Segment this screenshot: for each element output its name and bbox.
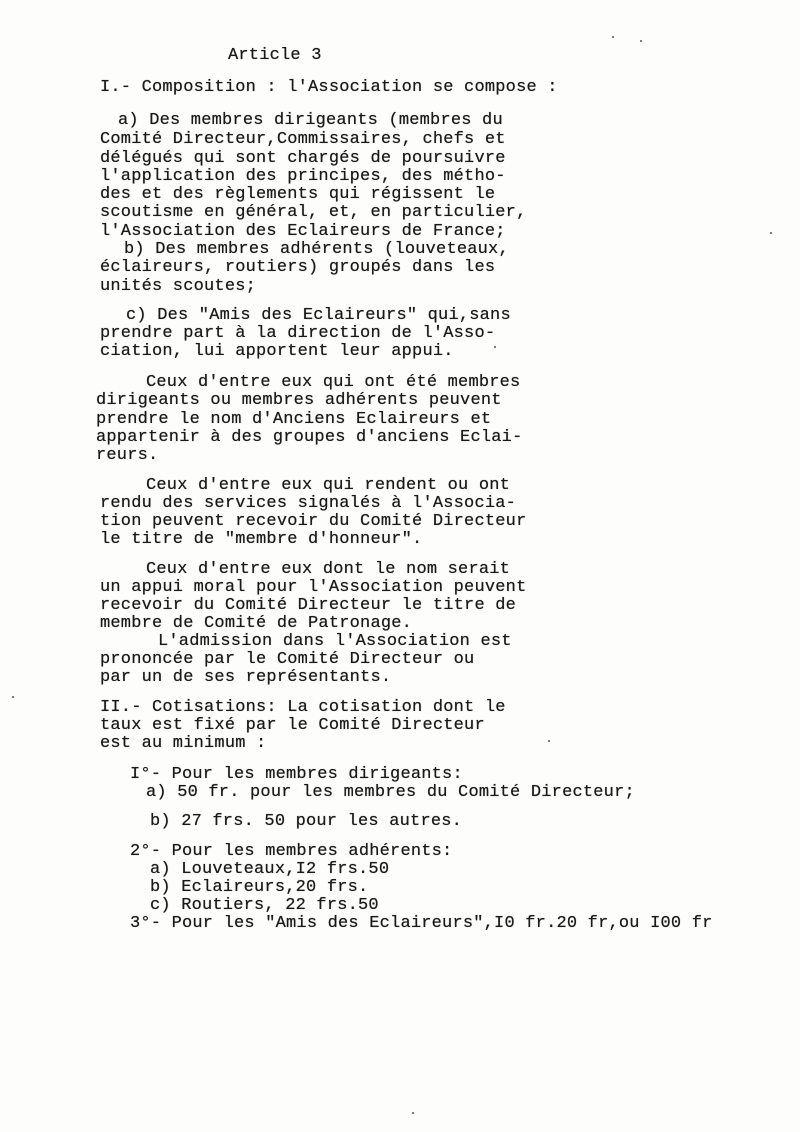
fee-item: b) 27 frs. 50 pour les autres. <box>150 812 463 831</box>
fee-group-amis: 3°- Pour les "Amis des Eclaireurs",I0 fr.20 fr,ou I00 fr <box>130 914 713 933</box>
scan-speck <box>412 1112 414 1114</box>
text-line: b) Des membres adhérents (louveteaux, <box>124 240 509 259</box>
article-title: Article 3 <box>228 46 322 65</box>
text-line: Ceux d'entre eux qui rendent ou ont <box>146 476 511 495</box>
fee-item: b) Eclaireurs,20 frs. <box>150 878 369 897</box>
text-line: c) Des "Amis des Eclaireurs" qui,sans <box>126 306 511 325</box>
section-heading-composition: I.- Composition : l'Association se compose : <box>100 78 558 97</box>
text-line: membre de Comité de Patronage. <box>100 614 413 633</box>
fee-group-label: 2°- Pour les membres adhérents: <box>130 842 453 861</box>
text-line: dirigeants ou membres adhérents peuvent <box>96 391 502 410</box>
text-line: est au minimum : <box>100 734 267 753</box>
text-line: éclaireurs, routiers) groupés dans les <box>100 258 496 277</box>
scan-speck <box>612 36 614 38</box>
text-line: le titre de "membre d'honneur". <box>100 530 423 549</box>
text-line: des et des règlements qui régissent le <box>100 185 496 204</box>
text-line: Ceux d'entre eux qui ont été membres <box>146 373 521 392</box>
scan-speck <box>494 346 496 348</box>
text-line: ciation, lui apportent leur appui. <box>100 342 454 361</box>
fee-item: a) Louveteaux,I2 frs.50 <box>150 860 390 879</box>
scan-speck <box>12 696 14 698</box>
text-line: rendu des services signalés à l'Associa- <box>100 494 517 513</box>
scan-speck <box>640 40 642 42</box>
text-line: Ceux d'entre eux dont le nom serait <box>146 560 511 579</box>
fee-item: c) Routiers, 22 frs.50 <box>150 896 379 915</box>
text-line: un appui moral pour l'Association peuvent <box>100 578 527 597</box>
text-line: l'Association des Eclaireurs de France; <box>100 222 506 241</box>
text-line: a) Des membres dirigeants (membres du <box>118 111 503 130</box>
text-line: Comité Directeur,Commissaires, chefs et <box>100 130 506 149</box>
text-line: L'admission dans l'Association est <box>158 632 512 651</box>
text-line: appartenir à des groupes d'anciens Eclai- <box>96 428 523 447</box>
text-line: prononcée par le Comité Directeur ou <box>100 650 475 669</box>
fee-group-label: I°- Pour les membres dirigeants: <box>130 765 463 784</box>
text-line: recevoir du Comité Directeur le titre de <box>100 596 517 615</box>
text-line: l'application des principes, des métho- <box>100 167 506 186</box>
text-line: unités scoutes; <box>100 277 257 296</box>
text-line: taux est fixé par le Comité Directeur <box>100 716 485 735</box>
text-line: prendre le nom d'Anciens Eclaireurs et <box>96 410 492 429</box>
scan-speck <box>548 740 550 742</box>
text-line: tion peuvent recevoir du Comité Directeur <box>100 512 527 531</box>
text-line: délégués qui sont chargés de poursuivre <box>100 149 506 168</box>
text-line: scoutisme en général, et, en particulier, <box>100 203 527 222</box>
text-line: prendre part à la direction de l'Asso- <box>100 324 496 343</box>
text-line: II.- Cotisations: La cotisation dont le <box>100 698 506 717</box>
fee-item: a) 50 fr. pour les membres du Comité Directeur; <box>146 783 635 802</box>
text-line: reurs. <box>96 446 159 465</box>
scan-speck <box>770 232 772 234</box>
text-line: par un de ses représentants. <box>100 668 392 687</box>
